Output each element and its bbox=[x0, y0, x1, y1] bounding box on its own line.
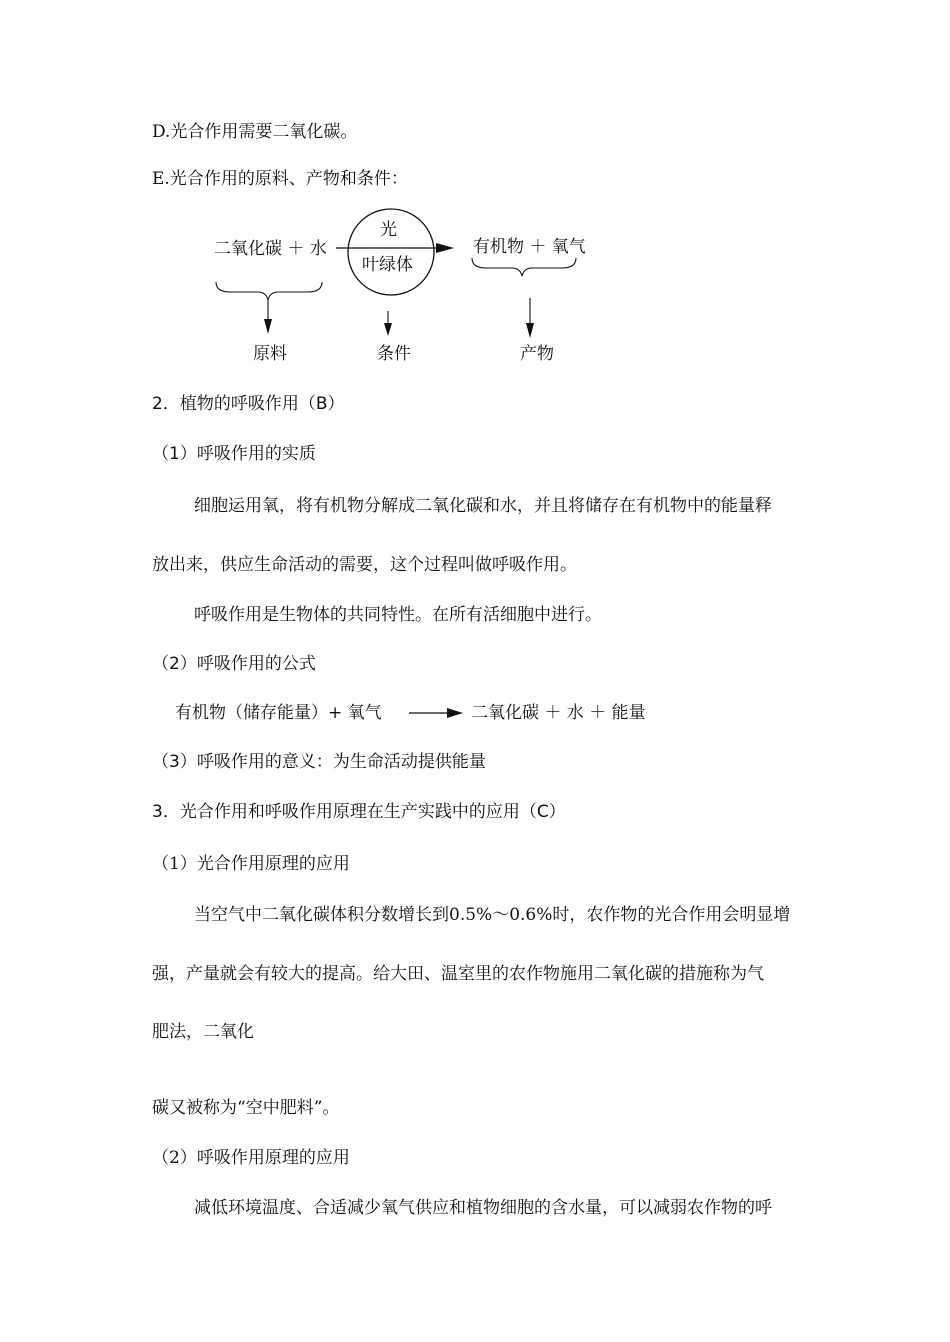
section-2-heading: 2．植物的呼吸作用（B） bbox=[152, 394, 345, 414]
respiration-formula bbox=[175, 700, 695, 726]
light-label: 光 bbox=[380, 220, 397, 240]
paragraph-4-line-1: 减低环境温度、合适减少氧气供应和植物细胞的含水量，可以减弱农作物的呼 bbox=[194, 1198, 772, 1218]
reaction-arrow-head bbox=[436, 243, 454, 253]
section-3-heading: 3．光合作用和呼吸作用原理在生产实践中的应用（C） bbox=[152, 802, 566, 822]
condition-arrow-head bbox=[384, 323, 392, 336]
paragraph-3-line-1: 当空气中二氧化碳体积分数增长到0.5%～0.6%时，农作物的光合作用会明显增 bbox=[194, 905, 791, 925]
product-arrow-head bbox=[526, 323, 534, 338]
paragraph-1-line-2: 放出来，供应生命活动的需要，这个过程叫做呼吸作用。 bbox=[152, 555, 577, 575]
raw-material-label: 原料 bbox=[253, 344, 287, 364]
paragraph-3-line-3: 肥法，二氧化 bbox=[152, 1022, 254, 1042]
reactants-brace bbox=[216, 282, 322, 300]
photosynthesis-diagram bbox=[200, 206, 620, 376]
statement-e: E.光合作用的原料、产物和条件： bbox=[152, 169, 408, 189]
subsection-3-1-heading: （1）光合作用原理的应用 bbox=[152, 854, 350, 874]
paragraph-3-line-4: 碳又被称为“空中肥料”。 bbox=[152, 1098, 340, 1118]
paragraph-3-line-2: 强，产量就会有较大的提高。给大田、温室里的农作物施用二氧化碳的措施称为气 bbox=[152, 964, 764, 984]
subsection-3-2-heading: （2）呼吸作用原理的应用 bbox=[152, 1148, 350, 1168]
paragraph-2: 呼吸作用是生物体的共同特性。在所有活细胞中进行。 bbox=[194, 605, 602, 625]
formula-left: 有机物（储存能量）+ 氧气 bbox=[175, 703, 382, 723]
statement-d: D.光合作用需要二氧化碳。 bbox=[152, 122, 358, 142]
subsection-2-3-heading: （3）呼吸作用的意义：为生命活动提供能量 bbox=[152, 752, 486, 772]
condition-label: 条件 bbox=[377, 344, 411, 364]
products-label: 有机物 ＋ 氧气 bbox=[473, 237, 586, 257]
paragraph-1-line-1: 细胞运用氧，将有机物分解成二氧化碳和水，并且将储存在有机物中的能量释 bbox=[194, 496, 772, 516]
subsection-2-1-heading: （1）呼吸作用的实质 bbox=[152, 444, 316, 464]
reactants-label: 二氧化碳 ＋ 水 bbox=[214, 239, 327, 259]
formula-right: 二氧化碳 ＋ 水 ＋ 能量 bbox=[471, 703, 646, 723]
product-label: 产物 bbox=[520, 344, 554, 364]
chloroplast-label: 叶绿体 bbox=[362, 255, 413, 275]
products-brace bbox=[472, 258, 576, 276]
raw-arrow-head bbox=[264, 319, 272, 334]
subsection-2-2-heading: （2）呼吸作用的公式 bbox=[152, 654, 316, 674]
